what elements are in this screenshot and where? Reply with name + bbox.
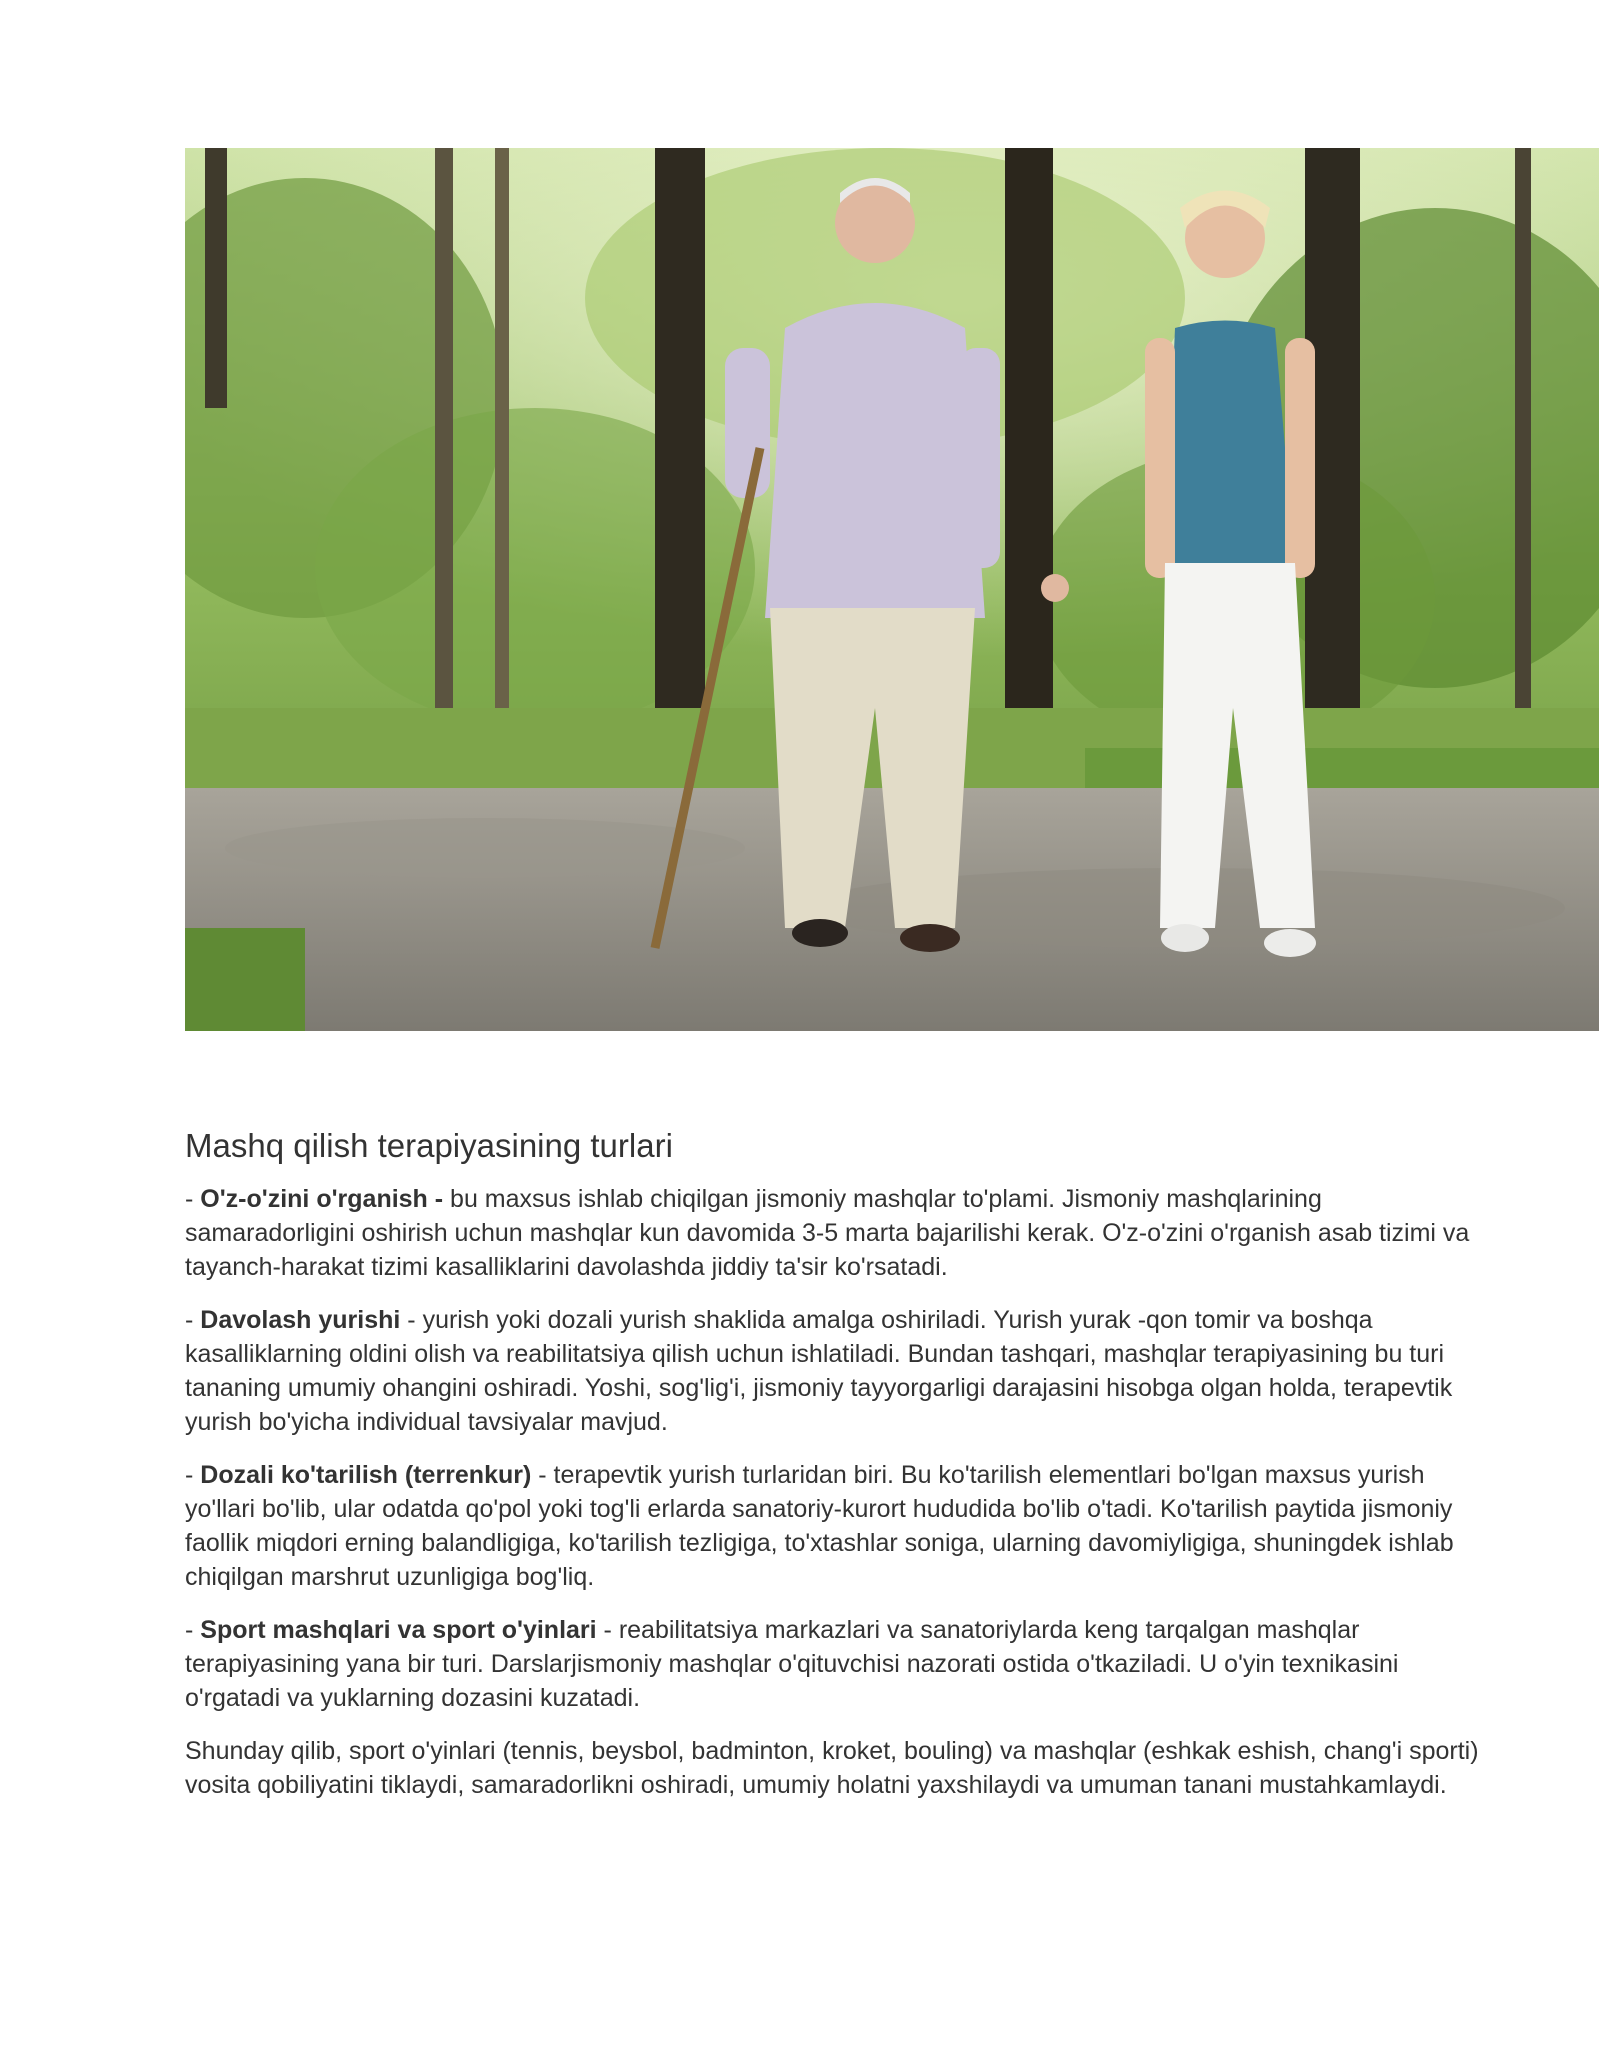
term-terrenkur: Dozali ko'tarilish (terrenkur) bbox=[200, 1460, 532, 1489]
list-dash: - bbox=[185, 1305, 201, 1334]
list-dash: - bbox=[185, 1615, 201, 1644]
term-self-study: O'z-o'zini o'rganish - bbox=[200, 1184, 444, 1213]
article-body bbox=[185, 1125, 1485, 1821]
paragraph-terrenkur bbox=[185, 1458, 1485, 1594]
paragraph-text: bu maxsus ishlab chiqilgan jismoniy mashqlar to'plami. Jismoniy mashqlarining samaradorligini oshirish uchun mashqlar kun davomida 3-5 marta bajarilishi kerak. O'z-o'zini o'rganish asab tizimi va tayanch-harakat tizimi kasalliklarini davolashda jiddiy ta'sir ko'rsatadi. bbox=[185, 1184, 1470, 1281]
list-dash: - bbox=[185, 1460, 201, 1489]
paragraph-walking bbox=[185, 1303, 1485, 1439]
paragraph-text: - reabilitatsiya markazlari va sanatoriylarda keng tarqalgan mashqlar terapiyasining yana bir turi. Darslarjismoniy mashqlar o'qituvchisi nazorati ostida o'tkaziladi. U o'yin texnikasini o'rgatadi va yuklarning dozasini kuzatadi. bbox=[185, 1615, 1399, 1712]
paragraph-text: - terapevtik yurish turlaridan biri. Bu ko'tarilish elementlari bo'lgan maxsus yurish yo'llari bo'lib, ular odatda qo'pol yoki tog'li erlarda sanatoriy-kurort hududida bo'lib o'tadi. Ko'tarilish paytida jismoniy faollik miqdori erning balandligiga, ko'tarilish tezligiga, to'xtashlar soniga, ularning davomiyligiga, shuningdek ishlab chiqilgan marshrut uzunligiga bog'liq. bbox=[185, 1460, 1454, 1591]
list-dash: - bbox=[185, 1184, 201, 1213]
paragraph-sports bbox=[185, 1613, 1485, 1715]
term-sports: Sport mashqlari va sport o'yinlari bbox=[200, 1615, 597, 1644]
section-heading: Mashq qilish terapiyasining turlari bbox=[185, 1127, 673, 1164]
paragraph-self-study bbox=[185, 1182, 1485, 1284]
paragraph-text: - yurish yoki dozali yurish shaklida amalga oshiriladi. Yurish yurak -qon tomir va boshqa kasalliklarning oldini olish va reabilitatsiya qilish uchun ishlatiladi. Bundan tashqari, mashqlar terapiyasining bu turi tananing umumiy ohangini oshiradi. Yoshi, sog'lig'i, jismoniy tayyorgarligi darajasini hisobga olgan holda, terapevtik yurish bo'yicha individual tavsiyalar mavjud. bbox=[185, 1305, 1453, 1436]
paragraph-closing: Shunday qilib, sport o'yinlari (tennis, beysbol, badminton, kroket, bouling) va mashqlar (eshkak eshish, chang'i sporti) vosita qobiliyatini tiklaydi, samaradorlikni oshiradi, umumiy holatni yaxshilaydi va umuman tanani mustahkamlaydi. bbox=[185, 1736, 1479, 1799]
article-photo bbox=[185, 148, 1599, 1031]
term-walking: Davolash yurishi bbox=[200, 1305, 401, 1334]
